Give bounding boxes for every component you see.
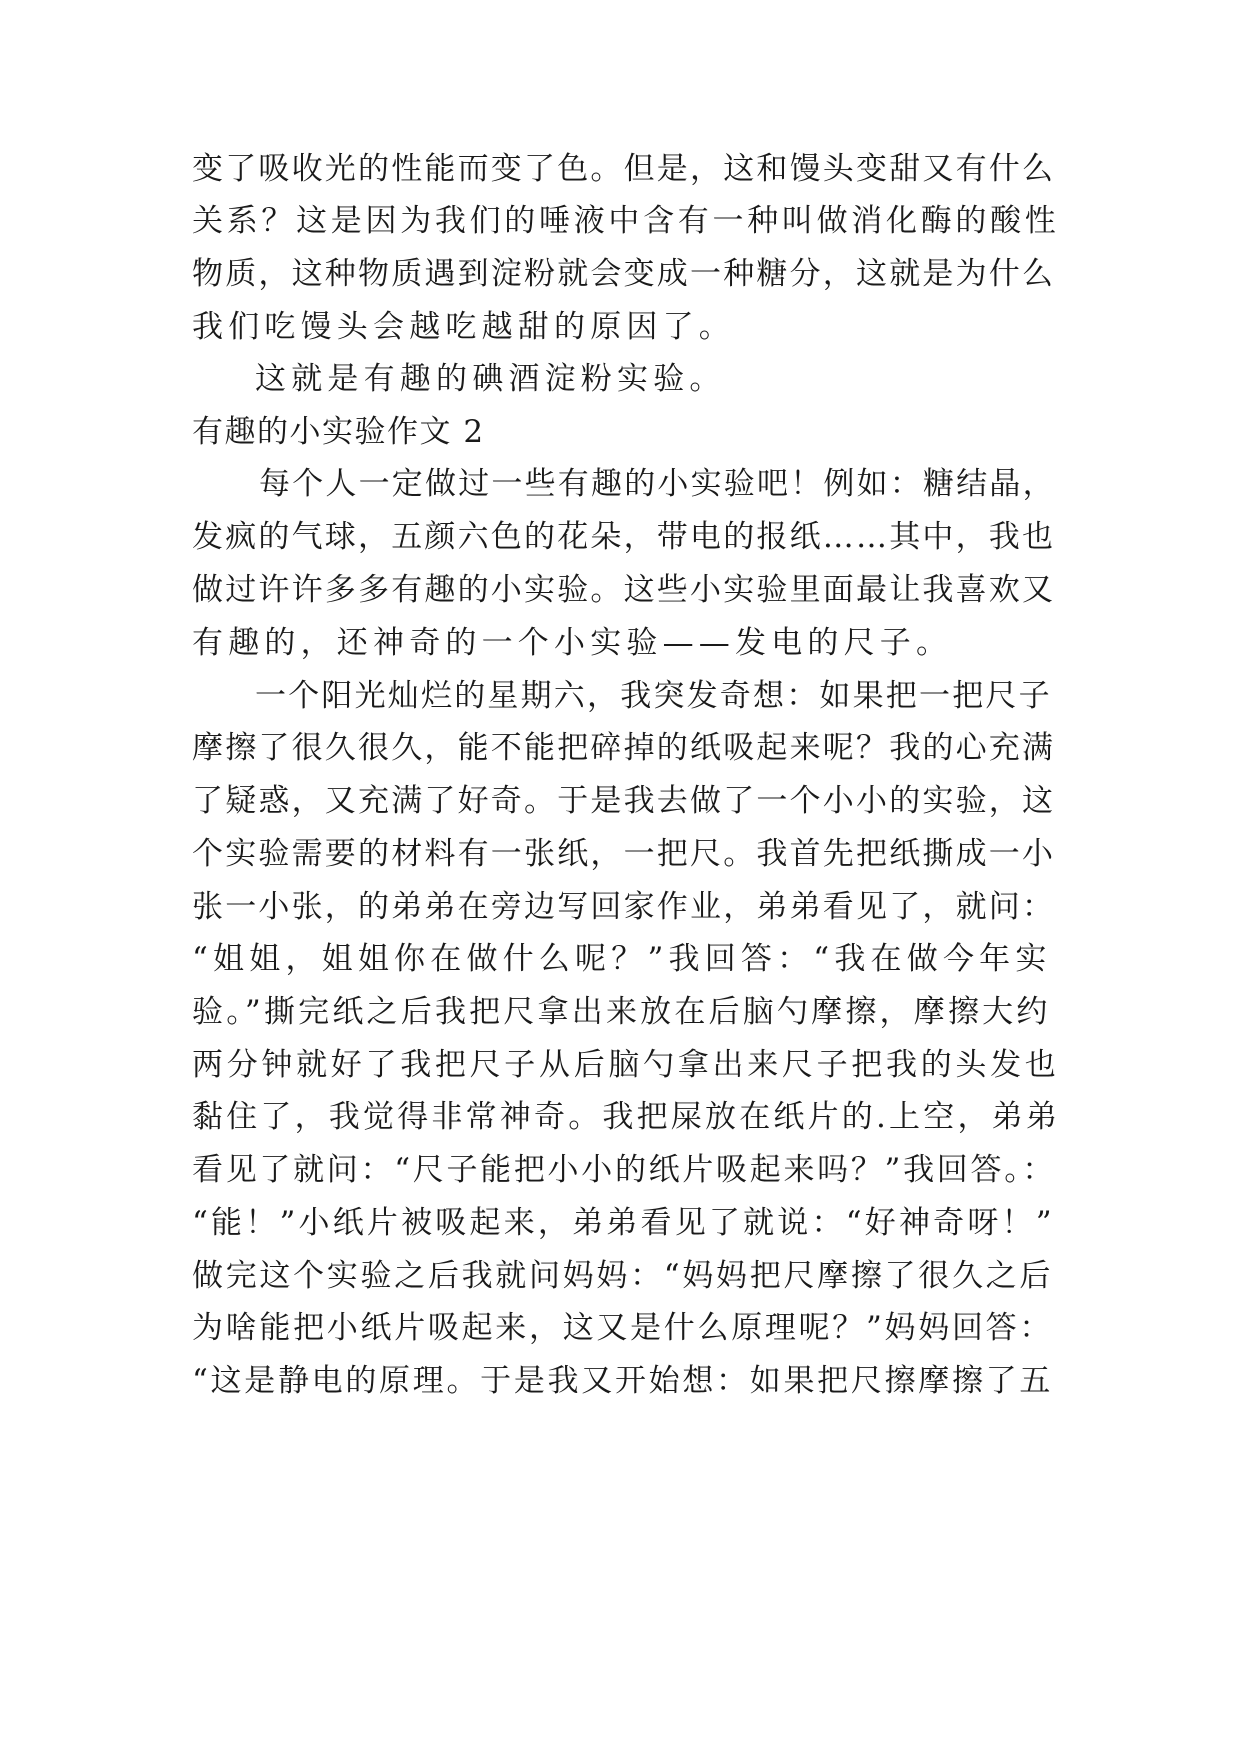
text-line: 做过许许多多有趣的小实验。这些小实验里面最让我喜欢又 bbox=[192, 572, 1056, 608]
text-line: 每个人一定做过一些有趣的小实验吧！例如：糖结晶， bbox=[259, 466, 1056, 502]
text-line: 张一小张，的弟弟在旁边写回家作业，弟弟看见了，就问： bbox=[192, 889, 1056, 925]
text-line: “这是静电的原理。于是我又开始想：如果把尺擦摩擦了五 bbox=[192, 1363, 1054, 1399]
text-line: 变了吸收光的性能而变了色。但是，这和馒头变甜又有什么 bbox=[192, 151, 1056, 187]
text-line: 物质，这种物质遇到淀粉就会变成一种糖分，这就是为什么 bbox=[192, 256, 1056, 292]
text-line: 摩擦了很久很久，能不能把碎掉的纸吸起来呢？我的心充满 bbox=[192, 730, 1056, 766]
text-line: “能！”小纸片被吸起来，弟弟看见了就说：“好神奇呀！” bbox=[192, 1205, 1055, 1241]
text-line: 看见了就问：“尺子能把小小的纸片吸起来吗？”我回答。： bbox=[192, 1152, 1057, 1188]
text-line: 验。”撕完纸之后我把尺拿出来放在后脑勺摩擦，摩擦大约 bbox=[192, 994, 1051, 1030]
text-line: 有趣的，还神奇的一个小实验——发电的尺子。 bbox=[192, 625, 953, 661]
text-line: 发疯的气球，五颜六色的花朵，带电的报纸……其中，我也 bbox=[192, 519, 1056, 555]
section-heading: 有趣的小实验作文 2 bbox=[192, 414, 485, 450]
text-line: 为啥能把小纸片吸起来，这又是什么原理呢？”妈妈回答： bbox=[192, 1310, 1054, 1346]
text-line: 我们吃馒头会越吃越甜的原因了。 bbox=[192, 309, 735, 345]
text-line: 一个阳光灿烂的星期六，我突发奇想：如果把一把尺子 bbox=[255, 678, 1052, 714]
text-line: “姐姐，姐姐你在做什么呢？”我回答：“我在做今年实 bbox=[192, 941, 1052, 977]
text-line: 这就是有趣的碘酒淀粉实验。 bbox=[255, 361, 726, 397]
text-line: 了疑惑，又充满了好奇。于是我去做了一个小小的实验，这 bbox=[192, 783, 1056, 819]
text-line: 黏住了，我觉得非常神奇。我把屎放在纸片的.上空，弟弟 bbox=[192, 1099, 1061, 1135]
text-line: 关系？这是因为我们的唾液中含有一种叫做消化酶的酸性 bbox=[192, 203, 1060, 239]
text-line: 做完这个实验之后我就问妈妈：“妈妈把尺摩擦了很久之后 bbox=[192, 1258, 1054, 1294]
text-line: 两分钟就好了我把尺子从后脑勺拿出来尺子把我的头发也 bbox=[192, 1047, 1060, 1083]
text-line: 个实验需要的材料有一张纸，一把尺。我首先把纸撕成一小 bbox=[192, 836, 1056, 872]
